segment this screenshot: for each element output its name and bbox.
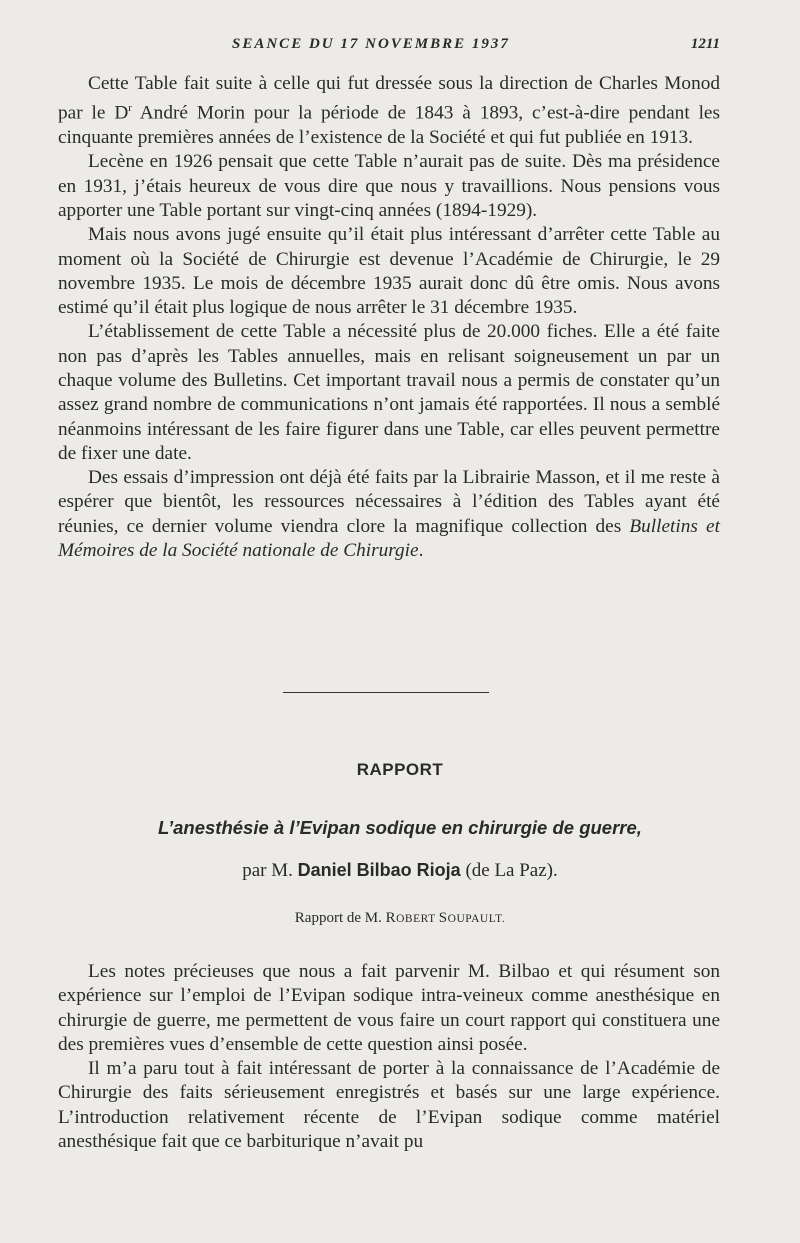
byline xyxy=(0,860,800,882)
header-title: SEANCE DU 17 NOVEMBRE 1937 xyxy=(232,36,510,52)
intro-text xyxy=(58,72,720,563)
paragraph: Les notes précieuses que nous a fait parvenir M. Bilbao et qui résument son expérience sur l’emploi de l’Evipan sodique intra-veineux comme anesthésique en chirurgie de guerre, me permettent de vous faire un court rapport qui constituera une des premières vues d’ensemble de cette question ainsi posée. xyxy=(58,961,720,1055)
rapporteur-prefix: Rapport de M. xyxy=(294,910,382,926)
page-number: 1211 xyxy=(690,36,720,52)
superscript: r xyxy=(128,102,132,115)
report-text xyxy=(58,960,720,1154)
paragraph: Des essais d’impression ont déjà été faits par la Librairie Masson, et il me reste à espérer que bientôt, les ressources nécessaires à l’édition des Tables ayant été réunies, ce dernier volume viendra clore la magnifique collection des Bulletins et Mémoires de la Société nationale de Chirurgie. xyxy=(58,467,720,562)
author-name: Daniel Bilbao Rioja xyxy=(297,860,461,880)
paragraph: Mais nous avons jugé ensuite qu’il était plus intéressant d’arrêter cette Table au moment où la Société de Chirurgie est devenue l’Académie de Chirurgie, le 29 novembre 1935. Le mois de décembre 1935 aurait donc dû être omis. Nous avons estimé qu’il était plus logique de nous arrêter le 31 décembre 1935. xyxy=(58,224,720,319)
italic-title: Bulletins et Mémoires de la Société nationale de Chirurgie xyxy=(58,515,720,562)
section-heading: RAPPORT xyxy=(356,760,444,779)
running-header xyxy=(58,36,720,56)
section-divider xyxy=(283,692,489,693)
byline-suffix: (de La Paz). xyxy=(465,860,558,881)
byline-prefix: par M. xyxy=(242,860,293,881)
article-title: L’anesthésie à l’Evipan sodique en chirurgie de guerre, xyxy=(158,817,642,838)
rapporteur-line xyxy=(0,910,800,927)
paragraph: Cette Table fait suite à celle qui fut dressée sous la direction de Charles Monod par le $D^r$ André Morin pour la période de 1843 à 1893, c’est-à-dire pendant les cinquante premières années de l’existence de la Société et qui fut publiée en 1913. xyxy=(58,73,720,149)
rapporteur-name: ROBERT SOUPAULT. xyxy=(385,910,506,926)
paragraph: Lecène en 1926 pensait que cette Table n’aurait pas de suite. Dès ma présidence en 1931, j’étais heureux de vous dire que nous y travaillions. Nous pensions vous apporter une Table portant sur vingt-cinq années (1894-1929). xyxy=(58,151,720,221)
paragraph: L’établissement de cette Table a nécessité plus de 20.000 fiches. Elle a été faite non pas d’après les Tables annuelles, mais en relisant soigneusement un par un chaque volume des Bulletins. Cet important travail nous a permis de constater qu’un assez grand nombre de communications n’ont jamais été rapportées. Il nous a semblé néanmoins intéressant de les faire figurer dans une Table, car elles peuvent permettre de fixer une date. xyxy=(58,321,720,464)
paragraph: Il m’a paru tout à fait intéressant de porter à la connaissance de l’Académie de Chirurgie des faits sérieusement enregistrés et basés sur une large expérience. L’introduction relativement récente de l’Evipan sodique comme matériel anesthésique fait que ce barbiturique n’avait pu xyxy=(58,1058,720,1153)
